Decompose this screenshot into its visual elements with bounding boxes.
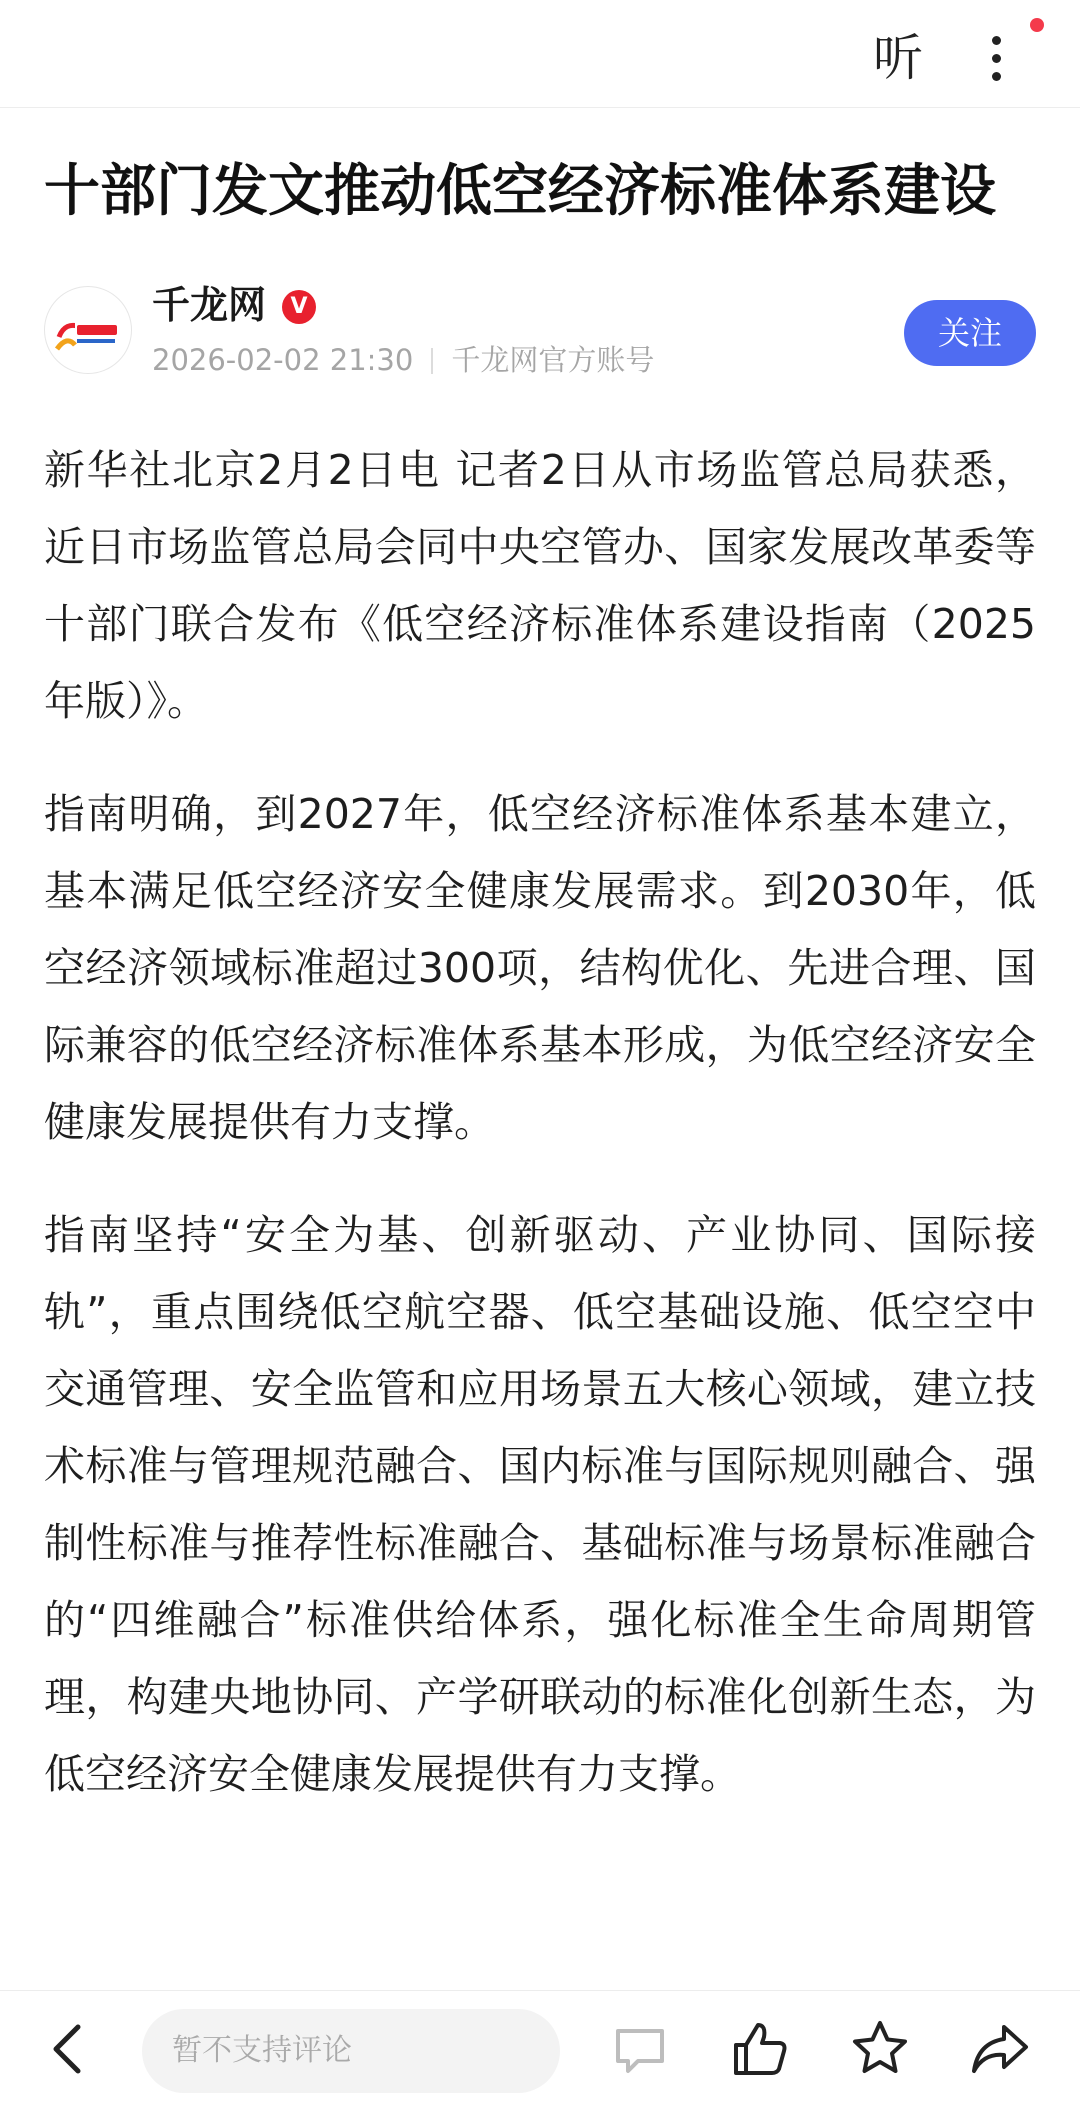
- publish-datetime: 2026-02-02 21:30: [152, 343, 414, 377]
- share-button[interactable]: [968, 2017, 1032, 2081]
- favorite-button[interactable]: [848, 2017, 912, 2081]
- bottom-action-bar: [0, 1990, 1080, 2106]
- top-bar: [0, 0, 1080, 108]
- comment-button[interactable]: [608, 2017, 672, 2081]
- account-type: 千龙网官方账号: [451, 343, 655, 377]
- back-arrow-icon: [40, 2019, 100, 2079]
- share-icon: [968, 2017, 1032, 2081]
- more-options-button[interactable]: [966, 22, 1026, 94]
- more-vertical-icon: [992, 36, 1001, 45]
- author-info: [44, 280, 1036, 380]
- meta-divider: [431, 348, 433, 374]
- back-button[interactable]: [40, 2019, 100, 2079]
- listen-button[interactable]: 听: [873, 29, 923, 87]
- article-title: 十部门发文推动低空经济标准体系建设: [44, 159, 996, 224]
- more-vertical-icon-dot: [992, 72, 1001, 81]
- more-vertical-icon-dot: [992, 54, 1001, 63]
- follow-button[interactable]: 关注: [904, 300, 1036, 366]
- notification-dot: [1030, 18, 1044, 32]
- article-paragraph: 指南明确，到2027年，低空经济标准体系基本建立，基本满足低空经济安全健康发展需求。到2030年，低空经济领域标准超过300项，结构优化、先进合理、国际兼容的低空经济标准体系基本形成，为低空经济安全健康发展提供有力支撑。: [44, 790, 1036, 1146]
- comment-input[interactable]: 暂不支持评论: [142, 2009, 560, 2093]
- article-paragraph: 指南坚持“安全为基、创新驱动、产业协同、国际接轨”，重点围绕低空航空器、低空基础设施、低空空中交通管理、安全监管和应用场景五大核心领域，建立技术标准与管理规范融合、国内标准与国际规则融合、强制性标准与推荐性标准融合、基础标准与场景标准融合的“四维融合”标准供给体系，强化标准全生命周期管理，构建央地协同、产学研联动的标准化创新生态，为低空经济安全健康发展提供有力支撑。: [44, 1211, 1036, 1798]
- author-name[interactable]: 千龙网: [152, 283, 267, 327]
- like-icon: [728, 2017, 792, 2081]
- author-meta: [152, 340, 654, 380]
- favorite-star-icon: [848, 2017, 912, 2081]
- article-body: [44, 432, 1036, 1849]
- comment-icon: [608, 2017, 672, 2081]
- like-button[interactable]: [728, 2017, 792, 2081]
- qianlong-logo-icon: [45, 287, 132, 374]
- verified-badge-icon: V: [282, 290, 316, 324]
- author-avatar[interactable]: [44, 286, 132, 374]
- article-paragraph: 新华社北京2月2日电 记者2日从市场监管总局获悉，近日市场监管总局会同中央空管办、国家发展改革委等十部门联合发布《低空经济标准体系建设指南（2025年版）》。: [44, 446, 1036, 725]
